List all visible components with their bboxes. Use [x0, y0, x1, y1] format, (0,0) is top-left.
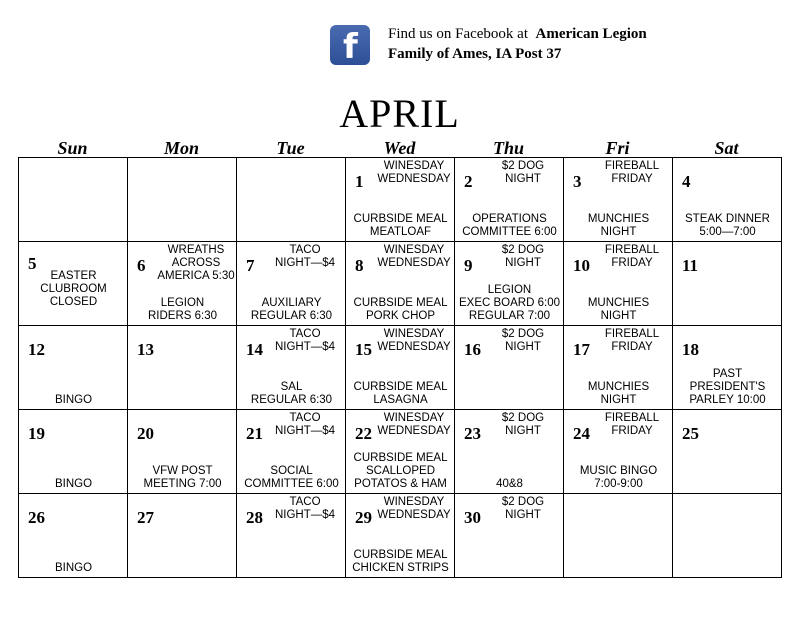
day-number: 13	[137, 340, 154, 359]
calendar-empty-cell	[19, 158, 128, 242]
event-top-text: FIREBALL FRIDAY	[604, 412, 660, 437]
day-number: 25	[682, 424, 699, 443]
event-bottom-text: BINGO	[54, 478, 93, 490]
event-bottom-text: LEGION EXEC BOARD 6:00 REGULAR 7:00	[459, 284, 560, 322]
event-bottom-text: CURBSIDE MEAL CHICKEN STRIPS	[352, 549, 449, 574]
calendar-day-cell	[673, 410, 782, 494]
day-number: 15	[355, 340, 372, 359]
event-bottom-text: SAL REGULAR 6:30	[250, 381, 333, 406]
event-bottom-text: MUNCHIES NIGHT	[587, 381, 650, 406]
event-bottom-text: AUXILIARY REGULAR 6:30	[250, 297, 333, 322]
day-number: 5	[28, 254, 37, 273]
facebook-prefix-text: Find us on Facebook at	[388, 26, 528, 42]
facebook-page-name-1: American Legion	[535, 26, 647, 42]
weekday-header-mon: Mon	[163, 138, 199, 158]
calendar-day-cell	[564, 158, 673, 242]
day-number: 27	[137, 508, 154, 527]
day-number: 6	[137, 256, 146, 275]
calendar-week-row	[19, 326, 782, 410]
calendar-day-cell	[455, 158, 564, 242]
event-top-text: WINESDAY WEDNESDAY	[377, 496, 451, 521]
weekday-header-tue: Tue	[276, 138, 305, 158]
day-number: 14	[246, 340, 263, 359]
event-top-text: TACO NIGHT—$4	[274, 496, 336, 521]
event-bottom-text: OPERATIONS COMMITTEE 6:00	[462, 213, 557, 238]
day-number: 24	[573, 424, 590, 443]
day-number: 18	[682, 340, 699, 359]
day-number: 12	[28, 340, 45, 359]
facebook-f-icon[interactable]: f	[330, 25, 370, 65]
event-bottom-text: VFW POST MEETING 7:00	[143, 465, 222, 490]
day-number: 2	[464, 172, 473, 191]
weekday-header-fri: Fri	[605, 138, 630, 158]
event-bottom-text: CURBSIDE MEAL PORK CHOP	[353, 297, 448, 322]
calendar-day-cell	[128, 242, 237, 326]
calendar-day-cell	[455, 326, 564, 410]
day-number: 23	[464, 424, 481, 443]
day-number: 22	[355, 424, 372, 443]
calendar-empty-cell	[237, 158, 346, 242]
calendar-empty-cell	[673, 494, 782, 578]
day-number: 10	[573, 256, 590, 275]
day-number: 28	[246, 508, 263, 527]
event-bottom-text: PAST PRESIDENT'S PARLEY 10:00	[689, 368, 766, 406]
event-top-text: FIREBALL FRIDAY	[604, 160, 660, 185]
event-top-text: FIREBALL FRIDAY	[604, 328, 660, 353]
event-bottom-text: MUSIC BINGO 7:00-9:00	[579, 465, 658, 490]
event-bottom-text: MUNCHIES NIGHT	[587, 297, 650, 322]
event-bottom-text: LEGION RIDERS 6:30	[147, 297, 218, 322]
calendar-day-cell	[673, 158, 782, 242]
event-bottom-text: BINGO	[54, 394, 93, 406]
event-top-text: FIREBALL FRIDAY	[604, 244, 660, 269]
event-bottom-text: 40&8	[496, 478, 523, 490]
calendar-day-cell	[346, 158, 455, 242]
month-title: APRIL	[339, 91, 460, 136]
day-number: 11	[682, 256, 699, 275]
event-top-text: WINESDAY WEDNESDAY	[377, 412, 451, 437]
facebook-page-name-2: Family of Ames, IA Post 37	[388, 46, 562, 62]
day-number: 4	[682, 172, 691, 191]
event-top-text: TACO NIGHT—$4	[274, 328, 336, 353]
weekday-header-thu: Thu	[492, 138, 525, 158]
event-bottom-text: SOCIAL COMMITTEE 6:00	[244, 465, 339, 490]
day-number: 8	[355, 256, 364, 275]
event-top-text: TACO NIGHT—$4	[274, 412, 336, 437]
day-number: 16	[464, 340, 481, 359]
event-bottom-text: BINGO	[54, 562, 93, 574]
calendar-day-cell	[237, 410, 346, 494]
event-top-text: $2 DOG NIGHT	[501, 160, 545, 185]
event-top-text: $2 DOG NIGHT	[501, 412, 545, 437]
day-number: 29	[355, 508, 372, 527]
calendar-day-cell	[346, 326, 455, 410]
event-top-text: EASTER CLUBROOM CLOSED	[40, 270, 107, 308]
event-bottom-text: MUNCHIES NIGHT	[587, 213, 650, 238]
weekday-header-sat: Sat	[714, 138, 739, 158]
event-bottom-text: CURBSIDE MEAL LASAGNA	[353, 381, 448, 406]
calendar-day-cell	[564, 410, 673, 494]
event-bottom-text: CURBSIDE MEAL MEATLOAF	[353, 213, 448, 238]
event-top-text: $2 DOG NIGHT	[501, 328, 545, 353]
calendar-empty-cell	[128, 158, 237, 242]
day-number: 20	[137, 424, 154, 443]
calendar-day-cell	[19, 242, 128, 326]
calendar-day-cell	[19, 410, 128, 494]
weekday-header-sun: Sun	[57, 138, 88, 158]
calendar-day-cell	[128, 410, 237, 494]
calendar-week-row	[19, 158, 782, 242]
facebook-line-1	[388, 26, 647, 43]
calendar-day-cell	[128, 326, 237, 410]
day-number: 1	[355, 172, 364, 191]
day-number: 19	[28, 424, 45, 443]
calendar-day-cell	[237, 326, 346, 410]
day-number: 30	[464, 508, 481, 527]
facebook-line-2	[388, 46, 561, 63]
event-top-text: WINESDAY WEDNESDAY	[377, 244, 451, 269]
day-number: 21	[246, 424, 263, 443]
calendar-day-cell	[237, 494, 346, 578]
day-number: 26	[28, 508, 45, 527]
event-top-text: WREATHS ACROSS AMERICA 5:30	[157, 244, 235, 282]
calendar-day-cell	[564, 326, 673, 410]
calendar-day-cell	[346, 410, 455, 494]
event-top-text: WINESDAY WEDNESDAY	[377, 328, 451, 353]
event-top-text: WINESDAY WEDNESDAY	[377, 160, 451, 185]
calendar-week-row	[19, 410, 782, 494]
calendar-day-cell	[673, 326, 782, 410]
calendar-day-cell	[237, 242, 346, 326]
event-top-text: TACO NIGHT—$4	[274, 244, 336, 269]
calendar-week-row	[19, 494, 782, 578]
day-number: 7	[246, 256, 255, 275]
event-bottom-text: STEAK DINNER 5:00—7:00	[685, 213, 770, 238]
calendar-day-cell	[346, 242, 455, 326]
calendar-day-cell	[346, 494, 455, 578]
event-top-text: $2 DOG NIGHT	[501, 244, 545, 269]
calendar-day-cell	[455, 242, 564, 326]
calendar-day-cell	[19, 494, 128, 578]
event-top-text: $2 DOG NIGHT	[501, 496, 545, 521]
calendar-week-row	[19, 242, 782, 326]
calendar-day-cell	[455, 410, 564, 494]
weekday-header-wed: Wed	[383, 138, 416, 158]
calendar-day-cell	[673, 242, 782, 326]
calendar-grid	[18, 157, 782, 578]
calendar-day-cell	[128, 494, 237, 578]
calendar-day-cell	[455, 494, 564, 578]
day-number: 3	[573, 172, 582, 191]
event-bottom-text: CURBSIDE MEAL SCALLOPED POTATOS & HAM	[353, 452, 448, 490]
calendar-day-cell	[19, 326, 128, 410]
day-number: 9	[464, 256, 473, 275]
calendar-empty-cell	[564, 494, 673, 578]
day-number: 17	[573, 340, 590, 359]
calendar-day-cell	[564, 242, 673, 326]
